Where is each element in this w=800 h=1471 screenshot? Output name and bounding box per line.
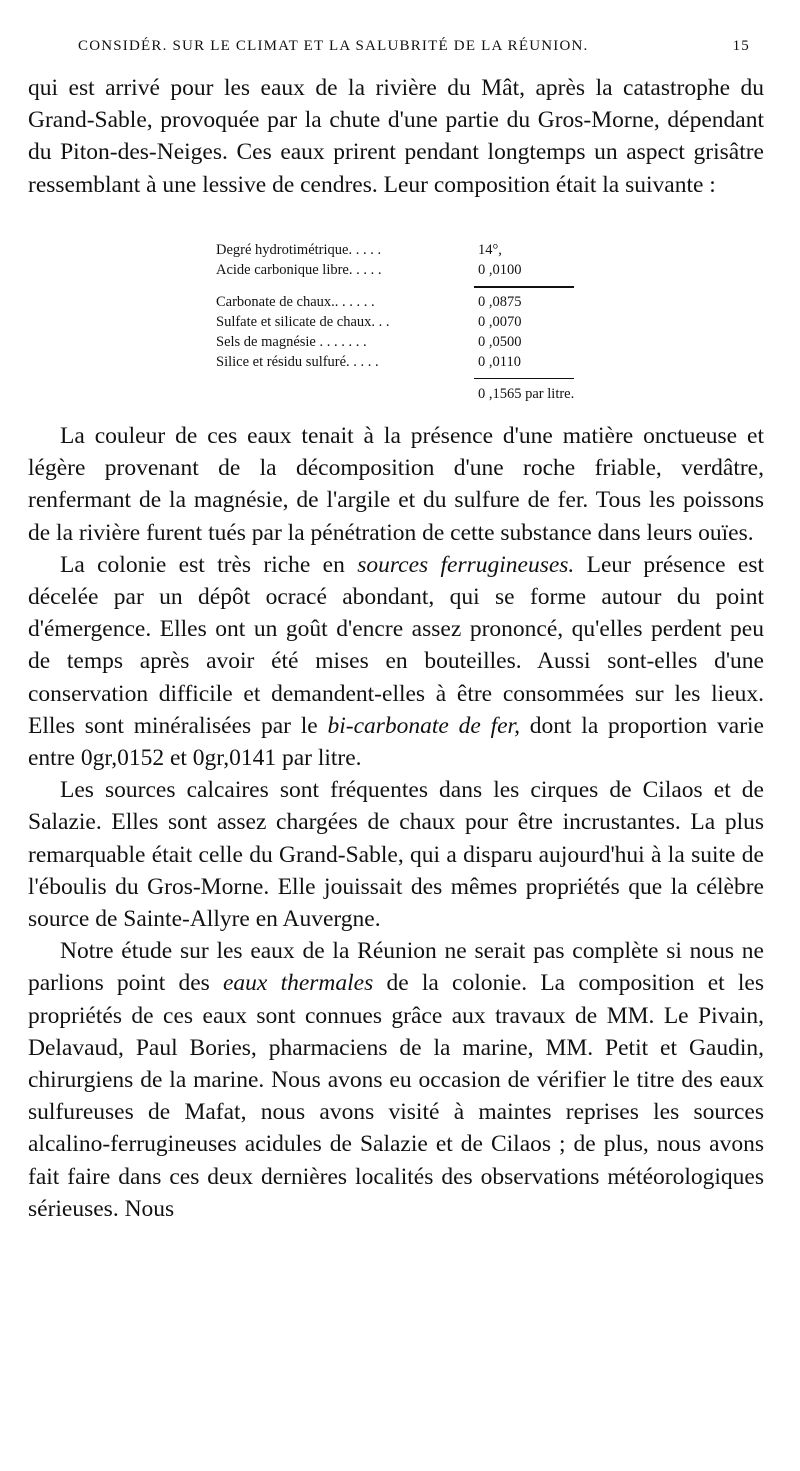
table-row-value: 0 ,0500 [478, 334, 522, 350]
table-rule [474, 286, 574, 288]
table-row-label: Degré hydrotimétrique. . . . . [216, 242, 382, 258]
text-run: dont la proportion varie entre 0gr,0152 et 0gr,0141 par litre. [28, 712, 764, 772]
table-row-value: 14°, [478, 242, 502, 258]
table-row-value: 0 ,0070 [478, 314, 522, 330]
intro-paragraph: qui est arrivé pour les eaux de la rivière du Mât, après la catastrophe du Grand-Sable, provoquée par la chute d'une partie du Gros-Morne, dépendant du Piton-des-Neiges. Ces eaux prirent pendant longtemps un aspect grisâtre ressemblant à une lessive de cendres. Leur composition était la suivante : [28, 75, 764, 198]
italic-term: sources ferrugineuses. [357, 551, 575, 578]
body-text [28, 420, 764, 1225]
table-row-value: 0 ,0110 [478, 354, 521, 370]
page-number: 15 [732, 38, 750, 54]
page-header [78, 38, 750, 64]
table-row-label: Carbonate de chaux.. . . . . . [216, 294, 375, 310]
paragraph-couleur: La couleur de ces eaux tenait à la présence d'une matière onctueuse et légère provenant de la décomposition d'une roche friable, verdâtre, renfermant de la magnésie, de l'argile et du sulfure de fer. Tous les poissons de la rivière furent tués par la pénétration de cette substance dans leurs ouïes. [28, 423, 764, 546]
table-row-value: 0 ,0100 [478, 262, 522, 278]
paragraph-thermales [28, 935, 764, 1225]
text-run: de la colonie. La composition et les propriétés de ces eaux sont connues grâce aux travaux de MM. Le Pivain, Delavaud, Paul Bories, pharmaciens de la marine, MM. Petit et Gaudin, chirurgiens de la marine. Nous avons eu occasion de vérifier le titre des eaux sulfureuses de Mafat, nous avons visité à maintes reprises les sources alcalino-ferrugineuses acidules de Salazie et de Cilaos ; de plus, nous avons fait faire dans ces deux dernières localités des observations météorologiques sérieuses. Nous [28, 970, 765, 1222]
text-run: La colonie est très riche en [60, 551, 358, 578]
table-row-label: Silice et résidu sulfuré. . . . . [216, 354, 379, 370]
text-run: Notre étude sur les eaux de la Réunion ne serait pas complète si nous ne parlions point des [28, 938, 764, 997]
table-rule [474, 378, 574, 379]
running-title: CONSIDÉR. SUR LE CLIMAT ET LA SALUBRITÉ DE LA RÉUNION. [78, 38, 589, 54]
text-run: Leur présence est décelée par un dépôt ocracé abondant, qui se forme autour du point d'émergence. Elles ont un goût d'encre assez prononcé, qu'elles perdent peu de temps après avoir été mises en bouteilles. Aussi sont-elles d'une conservation difficile et demandent-elles à être consommées sur les lieux. Elles sont minéralisées par le [28, 551, 764, 739]
table-row-value: 0 ,0875 [478, 294, 522, 310]
italic-term: bi-carbonate de fer, [327, 712, 520, 739]
table-row-label: Acide carbonique libre. . . . . [216, 262, 382, 278]
table-row-label: Sels de magnésie . . . . . . . [216, 334, 367, 350]
table-row-label: Sulfate et silicate de chaux. . . [216, 314, 390, 330]
intro-block [28, 72, 764, 201]
paragraph-ferrugineuses [28, 549, 764, 774]
table-total-value: 0 ,1565 par litre. [478, 386, 575, 402]
italic-term: eaux thermales [223, 970, 374, 997]
paragraph-calcaires: Les sources calcaires sont fréquentes dans les cirques de Cilaos et de Salazie. Elles sont assez chargées de chaux pour être incrustantes. La plus remarquable était celle du Grand-Sable, qui a disparu aujourd'hui à la suite de l'éboulis du Gros-Morne. Elle jouissait des mêmes propriétés que la célèbre source de Sainte-Allyre en Auvergne. [28, 777, 764, 933]
